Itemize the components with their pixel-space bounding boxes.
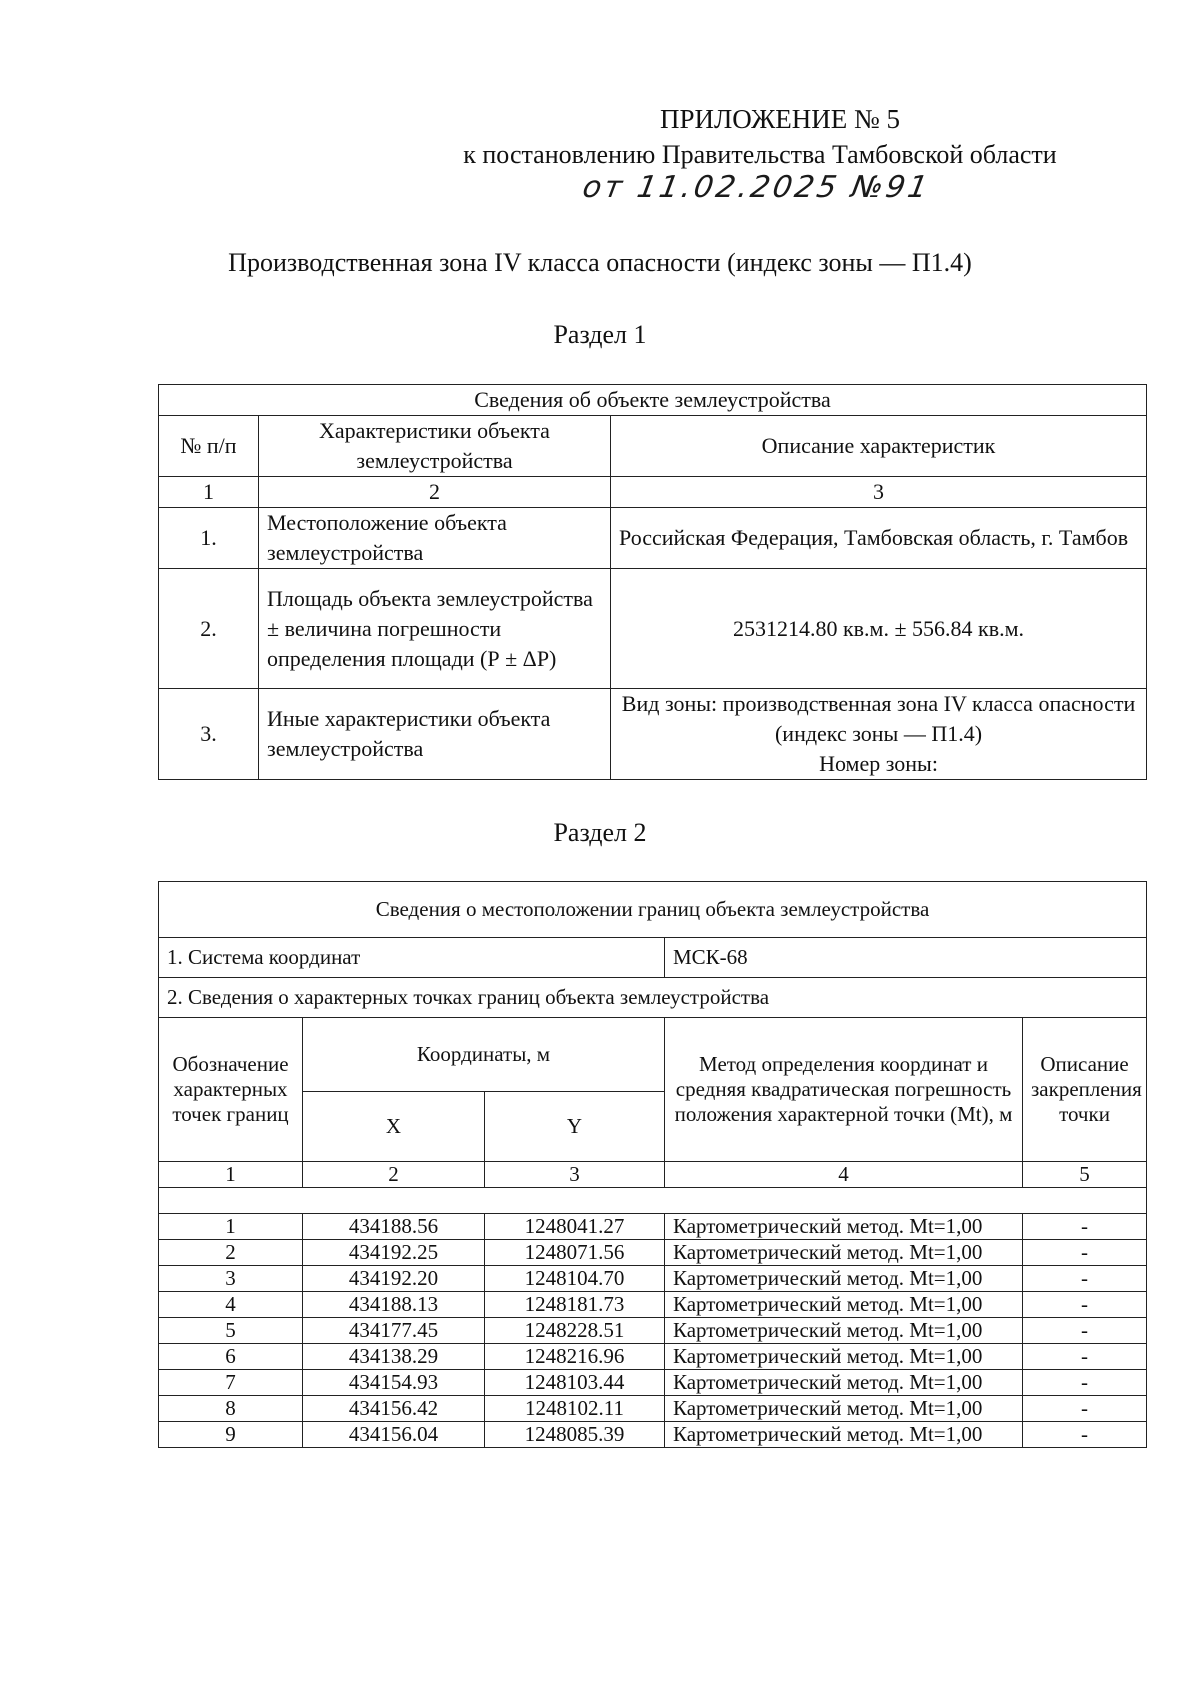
point-method: Картометрический метод. Mt=1,00 (665, 1266, 1023, 1292)
point-x: 434154.93 (303, 1370, 485, 1396)
section-1-title: Раздел 1 (553, 320, 647, 349)
row-description: 2531214.80 кв.м. ± 556.84 кв.м. (611, 569, 1147, 689)
table-row (159, 1344, 1147, 1370)
row-description: Российская Федерация, Тамбовская область, г. Тамбов (611, 508, 1147, 569)
point-method: Картометрический метод. Mt=1,00 (665, 1214, 1023, 1240)
zone-kind: Вид зоны: производственная зона IV класса опасности (индекс зоны — П1.4) (621, 691, 1136, 746)
row-characteristic: Площадь объекта землеустройства ± величина погрешности определения площади (Р ± ΔР) (259, 569, 611, 689)
point-x: 434192.25 (303, 1240, 485, 1266)
col-number-2: 2 (259, 477, 611, 508)
point-fixing: - (1023, 1266, 1147, 1292)
col-number-1: 1 (159, 477, 259, 508)
point-x: 434188.56 (303, 1214, 485, 1240)
object-info-table (158, 384, 1147, 780)
point-y: 1248103.44 (485, 1370, 665, 1396)
header-designation: Обозначение характерных точек границ (159, 1018, 303, 1162)
table-row (159, 1266, 1147, 1292)
point-y: 1248216.96 (485, 1344, 665, 1370)
point-number: 6 (159, 1344, 303, 1370)
row-number: 3. (159, 689, 259, 780)
point-number: 3 (159, 1266, 303, 1292)
point-fixing: - (1023, 1422, 1147, 1448)
point-number: 2 (159, 1240, 303, 1266)
point-number: 4 (159, 1292, 303, 1318)
point-fixing: - (1023, 1240, 1147, 1266)
point-y: 1248085.39 (485, 1422, 665, 1448)
table-caption: Сведения о местоположении границ объекта землеустройства (159, 882, 1147, 938)
point-fixing: - (1023, 1214, 1147, 1240)
decree-reference: к постановлению Правительства Тамбовской области (463, 140, 1057, 169)
point-x: 434177.45 (303, 1318, 485, 1344)
point-number: 8 (159, 1396, 303, 1422)
point-fixing: - (1023, 1370, 1147, 1396)
point-y: 1248104.70 (485, 1266, 665, 1292)
row-characteristic: Иные характеристики объекта землеустройства (259, 689, 611, 780)
point-y: 1248041.27 (485, 1214, 665, 1240)
table-caption: Сведения об объекте землеустройства (159, 385, 1147, 416)
row-number: 2. (159, 569, 259, 689)
point-x: 434156.42 (303, 1396, 485, 1422)
table-row (159, 1396, 1147, 1422)
appendix-number: ПРИЛОЖЕНИЕ № 5 (659, 104, 901, 134)
zone-title: Производственная зона IV класса опасности (индекс зоны — П1.4) (228, 248, 972, 277)
point-number: 5 (159, 1318, 303, 1344)
point-method: Картометрический метод. Mt=1,00 (665, 1240, 1023, 1266)
col-number-2: 2 (303, 1162, 485, 1188)
header-y: Y (485, 1092, 665, 1162)
point-number: 1 (159, 1214, 303, 1240)
point-method: Картометрический метод. Mt=1,00 (665, 1318, 1023, 1344)
col-number-5: 5 (1023, 1162, 1147, 1188)
point-method: Картометрический метод. Mt=1,00 (665, 1396, 1023, 1422)
table-row (159, 689, 1147, 780)
coord-system-value: МСК-68 (665, 938, 1147, 978)
point-method: Картометрический метод. Mt=1,00 (665, 1344, 1023, 1370)
zone-number: Номер зоны: (819, 751, 938, 776)
header-coordinates: Координаты, м (303, 1018, 665, 1092)
point-number: 9 (159, 1422, 303, 1448)
point-number: 7 (159, 1370, 303, 1396)
point-method: Картометрический метод. Mt=1,00 (665, 1370, 1023, 1396)
point-fixing: - (1023, 1344, 1147, 1370)
table-row (159, 1370, 1147, 1396)
point-fixing: - (1023, 1318, 1147, 1344)
table-row (159, 569, 1147, 689)
header-method: Метод определения координат и средняя квадратическая погрешность положения характерной точки (Мt), м (665, 1018, 1023, 1162)
point-y: 1248071.56 (485, 1240, 665, 1266)
point-method: Картометрический метод. Mt=1,00 (665, 1292, 1023, 1318)
table-row (159, 1240, 1147, 1266)
table-row (159, 1214, 1147, 1240)
handwritten-date-number: от 11.02.2025 №91 (579, 170, 934, 205)
point-fixing: - (1023, 1396, 1147, 1422)
col-number-1: 1 (159, 1162, 303, 1188)
header-characteristics: Характеристики объекта землеустройства (259, 416, 611, 477)
points-caption: 2. Сведения о характерных точках границ объекта землеустройства (159, 978, 1147, 1018)
coord-system-label: 1. Система координат (159, 938, 665, 978)
col-number-3: 3 (485, 1162, 665, 1188)
header-fixing: Описание закрепления точки (1023, 1018, 1147, 1162)
header-x: X (303, 1092, 485, 1162)
point-y: 1248228.51 (485, 1318, 665, 1344)
table-row (159, 508, 1147, 569)
section-2-title: Раздел 2 (553, 818, 647, 847)
table-row (159, 1292, 1147, 1318)
points-body (159, 1214, 1147, 1448)
point-x: 434138.29 (303, 1344, 485, 1370)
header-number: № п/п (159, 416, 259, 477)
empty-row (159, 1188, 1147, 1214)
point-y: 1248181.73 (485, 1292, 665, 1318)
point-x: 434156.04 (303, 1422, 485, 1448)
col-number-3: 3 (611, 477, 1147, 508)
boundary-points-table (158, 881, 1147, 1448)
point-fixing: - (1023, 1292, 1147, 1318)
col-number-4: 4 (665, 1162, 1023, 1188)
table-row (159, 1318, 1147, 1344)
row-description (611, 689, 1147, 780)
header-description: Описание характеристик (611, 416, 1147, 477)
row-characteristic: Местоположение объекта землеустройства (259, 508, 611, 569)
point-method: Картометрический метод. Mt=1,00 (665, 1422, 1023, 1448)
point-y: 1248102.11 (485, 1396, 665, 1422)
row-number: 1. (159, 508, 259, 569)
table-row (159, 1422, 1147, 1448)
point-x: 434192.20 (303, 1266, 485, 1292)
point-x: 434188.13 (303, 1292, 485, 1318)
